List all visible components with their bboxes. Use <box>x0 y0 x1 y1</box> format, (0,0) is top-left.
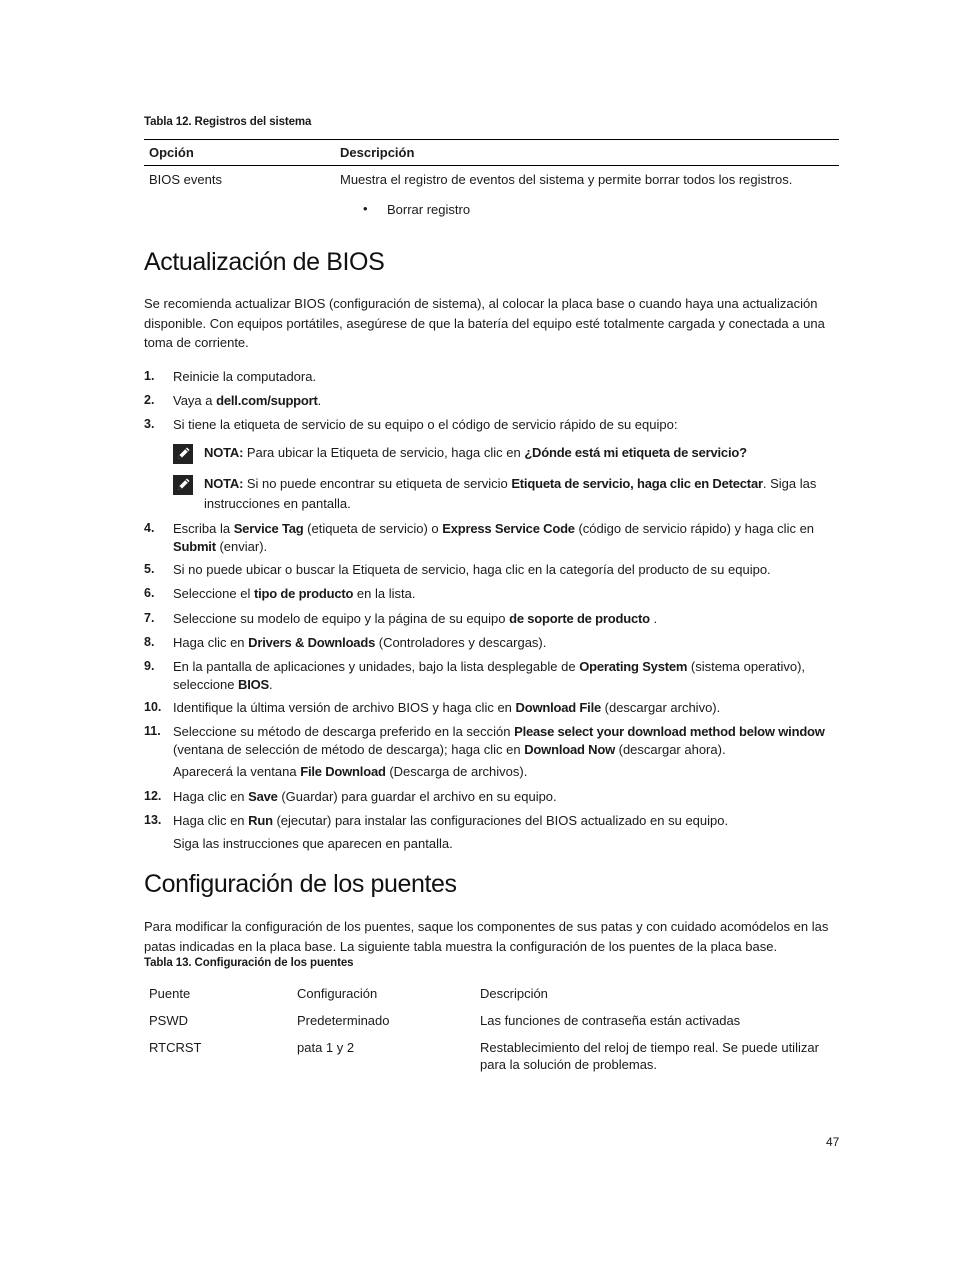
step-text: Reinicie la computadora. <box>173 369 317 384</box>
step-text: Haga clic en Drivers & Downloads (Controladores y descargas). <box>173 635 547 650</box>
table-row-setting: pata 1 y 2 <box>297 1040 355 1055</box>
jumpers-intro-paragraph: Para modificar la configuración de los puentes, saque los componentes de sus patas y con cuidado acomódelos en las patas indicadas en la placa base. La siguiente tabla muestra la configuración de los puentes de la placa base. <box>144 919 829 954</box>
table-12-top-rule <box>144 139 839 140</box>
table-12-description-cell: Muestra el registro de eventos del sistema y permite borrar todos los registros. <box>340 172 793 187</box>
step-text: Si tiene la etiqueta de servicio de su equipo o el código de servicio rápido de su equipo: <box>173 417 678 432</box>
step-number: 8. <box>144 635 155 649</box>
step-text: En la pantalla de aplicaciones y unidades, bajo la lista desplegable de Operating System (sistema operativo), seleccione BIOS. <box>173 659 806 692</box>
table-12-bullet-item: Borrar registro <box>387 202 471 217</box>
note-pencil-icon <box>173 475 193 495</box>
table-13-header-jumper: Puente <box>149 986 191 1001</box>
table-row-jumper: RTCRST <box>149 1040 202 1055</box>
table-12-header-rule <box>144 165 839 166</box>
table-12-option-cell: BIOS events <box>149 172 222 187</box>
step-text: Haga clic en Save (Guardar) para guardar el archivo en su equipo. <box>173 789 557 804</box>
table-row-description: Restablecimiento del reloj de tiempo real. Se puede utilizar para la solución de problemas. <box>480 1040 819 1072</box>
table-13-header-setting: Configuración <box>297 986 378 1001</box>
note-text: NOTA: Si no puede encontrar su etiqueta de servicio Etiqueta de servicio, haga clic en Detectar. Siga las instrucciones en pantalla. <box>204 476 817 511</box>
step-number: 9. <box>144 659 155 673</box>
jumpers-section-title: Configuración de los puentes <box>144 870 457 898</box>
step-text: Si no puede ubicar o buscar la Etiqueta de servicio, haga clic en la categoría del producto de su equipo. <box>173 562 771 577</box>
step-number: 12. <box>144 789 162 803</box>
step-text: Siga las instrucciones que aparecen en pantalla. <box>173 836 453 851</box>
step-text: Escriba la Service Tag (etiqueta de servicio) o Express Service Code (código de servicio rápido) y haga clic en Submit (enviar). <box>173 521 815 554</box>
step-number: 13. <box>144 813 162 827</box>
table-row-setting: Predeterminado <box>297 1013 390 1028</box>
table-row-jumper: PSWD <box>149 1013 188 1028</box>
bios-intro-paragraph: Se recomienda actualizar BIOS (configuración de sistema), al colocar la placa base o cuando haya una actualización disponible. Con equipos portátiles, asegúrese de que la batería del equipo esté totalmente cargada y conectada a una toma de corriente. <box>144 296 825 350</box>
step-number: 2. <box>144 393 155 407</box>
table-13-header-description: Descripción <box>480 986 548 1001</box>
step-number: 4. <box>144 521 155 535</box>
step-number: 11. <box>144 724 161 738</box>
step-text: Seleccione su modelo de equipo y la página de su equipo de soporte de producto . <box>173 611 658 626</box>
step-text: Seleccione el tipo de producto en la lista. <box>173 586 416 601</box>
page-number: 47 <box>826 1135 840 1149</box>
step-text: Seleccione su método de descarga preferido en la sección Please select your download method below window (ventana de selección de método de descarga); haga clic en Download Now (descargar ahora). <box>173 724 825 757</box>
step-number: 5. <box>144 562 155 576</box>
step-text: Aparecerá la ventana File Download (Descarga de archivos). <box>173 764 528 779</box>
note-text: NOTA: Para ubicar la Etiqueta de servicio, haga clic en ¿Dónde está mi etiqueta de servicio? <box>204 445 747 460</box>
step-text: Identifique la última versión de archivo BIOS y haga clic en Download File (descargar archivo). <box>173 700 721 715</box>
table-12-caption: Tabla 12. Registros del sistema <box>144 116 312 128</box>
step-number: 7. <box>144 611 155 625</box>
bios-section-title: Actualización de BIOS <box>144 248 385 276</box>
bullet-dot: • <box>363 201 368 216</box>
step-number: 10. <box>144 700 162 714</box>
note-pencil-icon <box>173 444 193 464</box>
table-13-caption: Tabla 13. Configuración de los puentes <box>144 957 354 969</box>
table-12-header-option: Opción <box>149 145 194 160</box>
table-row-description: Las funciones de contraseña están activadas <box>480 1013 741 1028</box>
step-number: 6. <box>144 586 155 600</box>
table-12-header-description: Descripción <box>340 145 415 160</box>
step-text: Vaya a dell.com/support. <box>173 393 322 408</box>
step-number: 1. <box>144 369 155 383</box>
step-number: 3. <box>144 417 155 431</box>
step-text: Haga clic en Run (ejecutar) para instalar las configuraciones del BIOS actualizado en su equipo. <box>173 813 729 828</box>
